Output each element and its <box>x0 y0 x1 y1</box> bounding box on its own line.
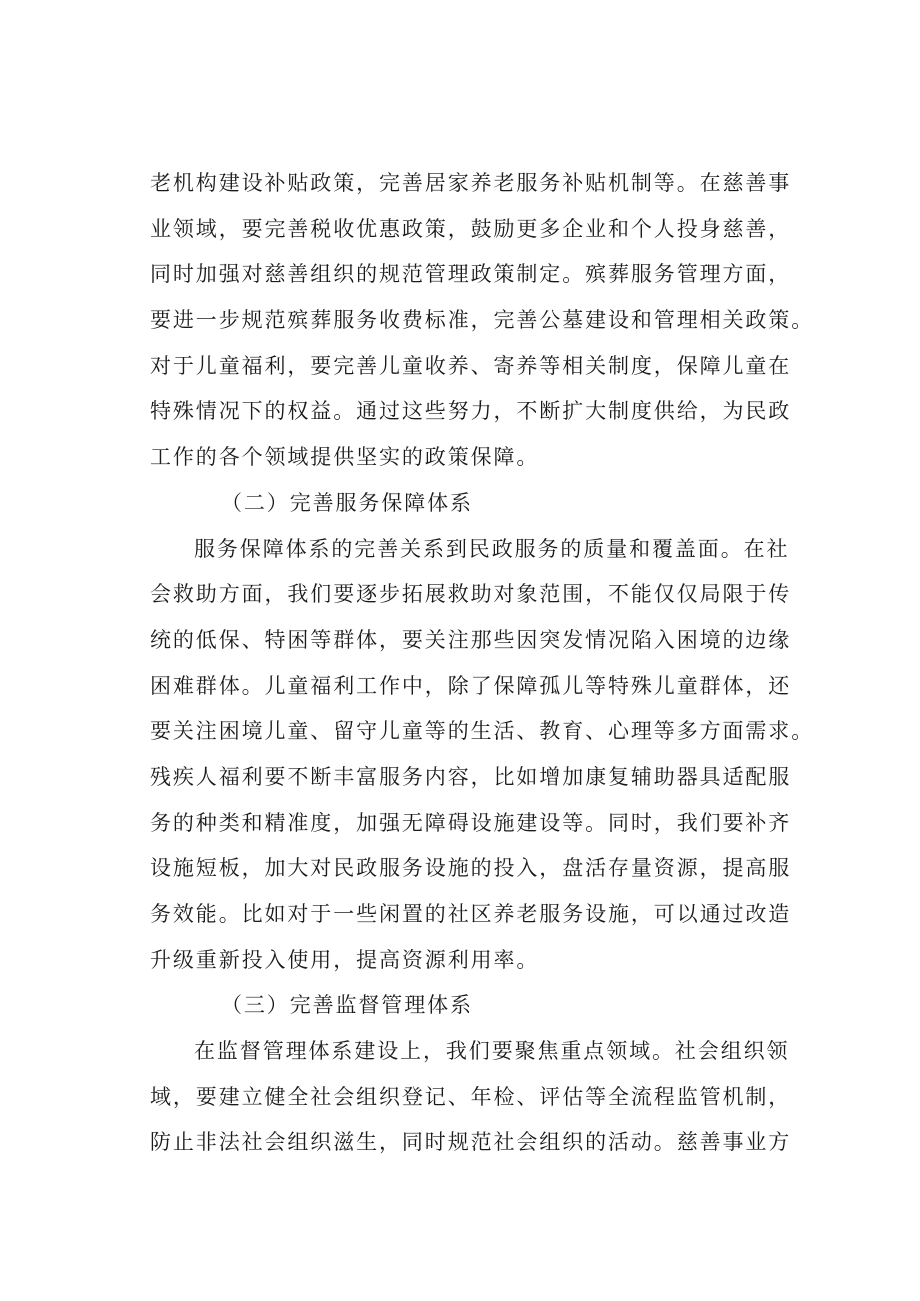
body-line: 残疾人福利要不断丰富服务内容，比如增加康复辅助器具适配服 <box>150 764 792 789</box>
paragraph-first-line: 服务保障体系的完善关系到民政服务的质量和覆盖面。在社 <box>194 536 790 561</box>
body-line: 务的种类和精准度，加强无障碍设施建设等。同时，我们要补齐 <box>150 810 792 835</box>
body-line: 域，要建立健全社会组织登记、年检、评估等全流程监管机制， <box>150 1084 792 1109</box>
body-line: 升级重新投入使用，提高资源利用率。 <box>150 947 540 972</box>
section-heading: （二）完善服务保障体系 <box>221 490 473 515</box>
body-line: 设施短板，加大对民政服务设施的投入，盘活存量资源，提高服 <box>150 856 792 881</box>
body-line: 防止非法社会组织滋生，同时规范社会组织的活动。慈善事业方 <box>150 1130 792 1155</box>
body-line: 同时加强对慈善组织的规范管理政策制定。殡葬服务管理方面， <box>150 262 792 287</box>
body-line: 对于儿童福利，要完善儿童收养、寄养等相关制度，保障儿童在 <box>150 353 792 378</box>
paragraph-first-line: 在监督管理体系建设上，我们要聚焦重点领域。社会组织领 <box>194 1039 790 1064</box>
body-line: 工作的各个领域提供坚实的政策保障。 <box>150 445 540 470</box>
body-line: 要关注困境儿童、留守儿童等的生活、教育、心理等多方面需求。 <box>150 719 815 744</box>
section-heading: （三）完善监督管理体系 <box>221 993 473 1018</box>
body-line: 务效能。比如对于一些闲置的社区养老服务设施，可以通过改造 <box>150 902 792 926</box>
body-line: 要进一步规范殡葬服务收费标准，完善公墓建设和管理相关政策。 <box>150 308 815 333</box>
body-line: 困难群体。儿童福利工作中，除了保障孤儿等特殊儿童群体，还 <box>150 673 792 698</box>
document-body <box>150 161 815 1166</box>
body-line: 业领域，要完善税收优惠政策，鼓励更多企业和个人投身慈善， <box>150 216 792 241</box>
body-line: 会救助方面，我们要逐步拓展救助对象范围，不能仅仅局限于传 <box>150 582 792 607</box>
body-line: 统的低保、特困等群体，要关注那些因突发情况陷入困境的边缘 <box>150 627 792 652</box>
body-line: 特殊情况下的权益。通过这些努力，不断扩大制度供给，为民政 <box>150 399 792 424</box>
body-line: 老机构建设补贴政策，完善居家养老服务补贴机制等。在慈善事 <box>150 171 792 195</box>
